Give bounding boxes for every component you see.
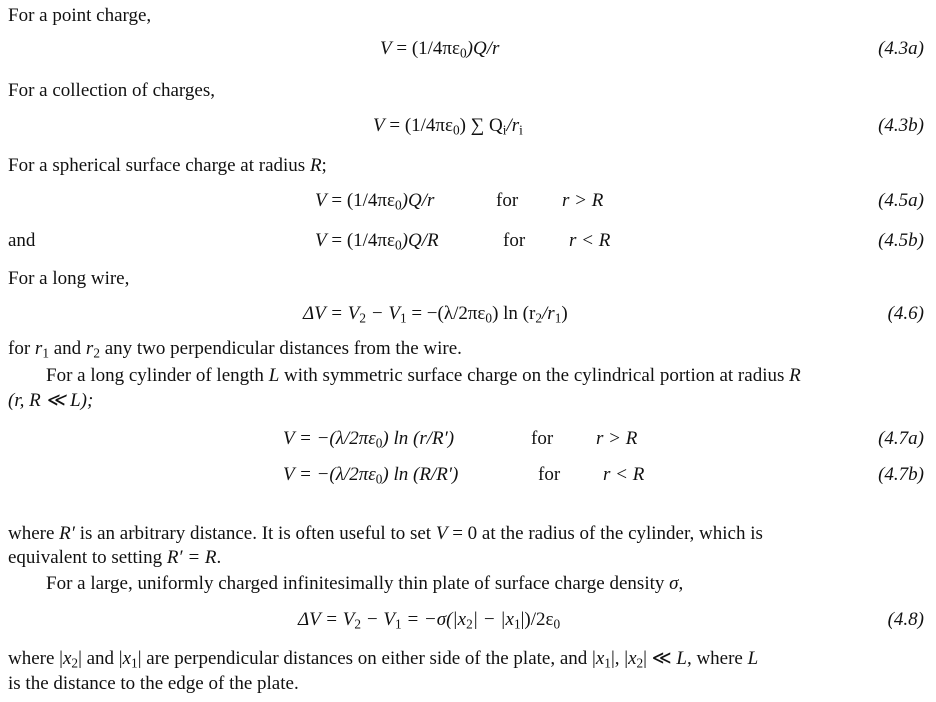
condition-4-7a: r > R [596,428,638,449]
for-word: for [496,190,519,211]
equation-4-5b: $V = (1/4\pi\varepsilon_0)Q/R$ [315,230,439,253]
equation-number-4-8: (4.8) [887,609,924,630]
and-word: and [8,230,36,251]
condition-4-5b: r < R [569,230,611,251]
equation-4-3b: $V = (1/4\pi\varepsilon_0)$ ∑ $Q_i/r_i$ [373,115,523,138]
intro-spherical: For a spherical surface charge at radius R; [8,155,327,176]
final-paragraph-line-2: is the distance to the edge of the plate. [8,673,299,694]
intro-cylinder: For a long cylinder of length L with symmetric surface charge on the cylindrical portion at radius R [46,365,801,386]
intro-collection: For a collection of charges, [8,80,215,101]
equation-number-4-7b: (4.7b) [878,464,924,485]
intro-long-wire: For a long wire, [8,268,130,289]
equation-4-6: $\Delta V = V_2 - V_1 = -(\lambda/2\pi\varepsilon_0)$ $\ln (r_2/r_1)$ [303,303,568,326]
equation-number-4-3b: (4.3b) [878,115,924,136]
equation-4-5a: $V = (1/4\pi\varepsilon_0)Q/r$ [315,190,435,213]
equation-4-7a: $V = -(\lambda/2\pi\varepsilon_0)$ ln (r/R′) [283,428,455,451]
wire-distances-text: for $r_1$ and $r_2$ any two perpendicular distances from the wire. [8,338,462,361]
equation-4-8: $\Delta V = V_2 - V_1 = -\sigma(|x_2| - |x_1|)/2\varepsilon_0$ [298,609,561,632]
equation-number-4-3a: (4.3a) [878,38,924,59]
equation-number-4-5a: (4.5a) [878,190,924,211]
where-r-prime-line-2: equivalent to setting R′ = R. [8,547,222,568]
for-word: for [531,428,554,449]
intro-point-charge: For a point charge, [8,5,152,26]
where-r-prime-line-1: where R′ is an arbitrary distance. It is often useful to set V = 0 at the radius of the cylinder, which is [8,523,763,544]
equation-number-4-7a: (4.7a) [878,428,924,449]
equation-number-4-5b: (4.5b) [878,230,924,251]
equation-4-7b: $V = -(\lambda/2\pi\varepsilon_0)$ ln (R/R′) [283,464,459,487]
equation-number-4-6: (4.6) [887,303,924,324]
for-word: for [503,230,526,251]
condition-4-5a: r > R [562,190,604,211]
final-paragraph-line-1: where $|x_2|$ and $|x_1|$ are perpendicular distances on either side of the plate, and $|x_1|$, $|x_2|$ ≪ L, where L [8,648,759,671]
equation-4-3a: $V = (1/4\pi\varepsilon_0)Q/r$ [380,38,500,61]
intro-plate: For a large, uniformly charged infinitesimally thin plate of surface charge density σ, [46,573,684,594]
cylinder-condition: (r, R ≪ L); [8,390,94,411]
condition-4-7b: r < R [603,464,645,485]
for-word: for [538,464,561,485]
